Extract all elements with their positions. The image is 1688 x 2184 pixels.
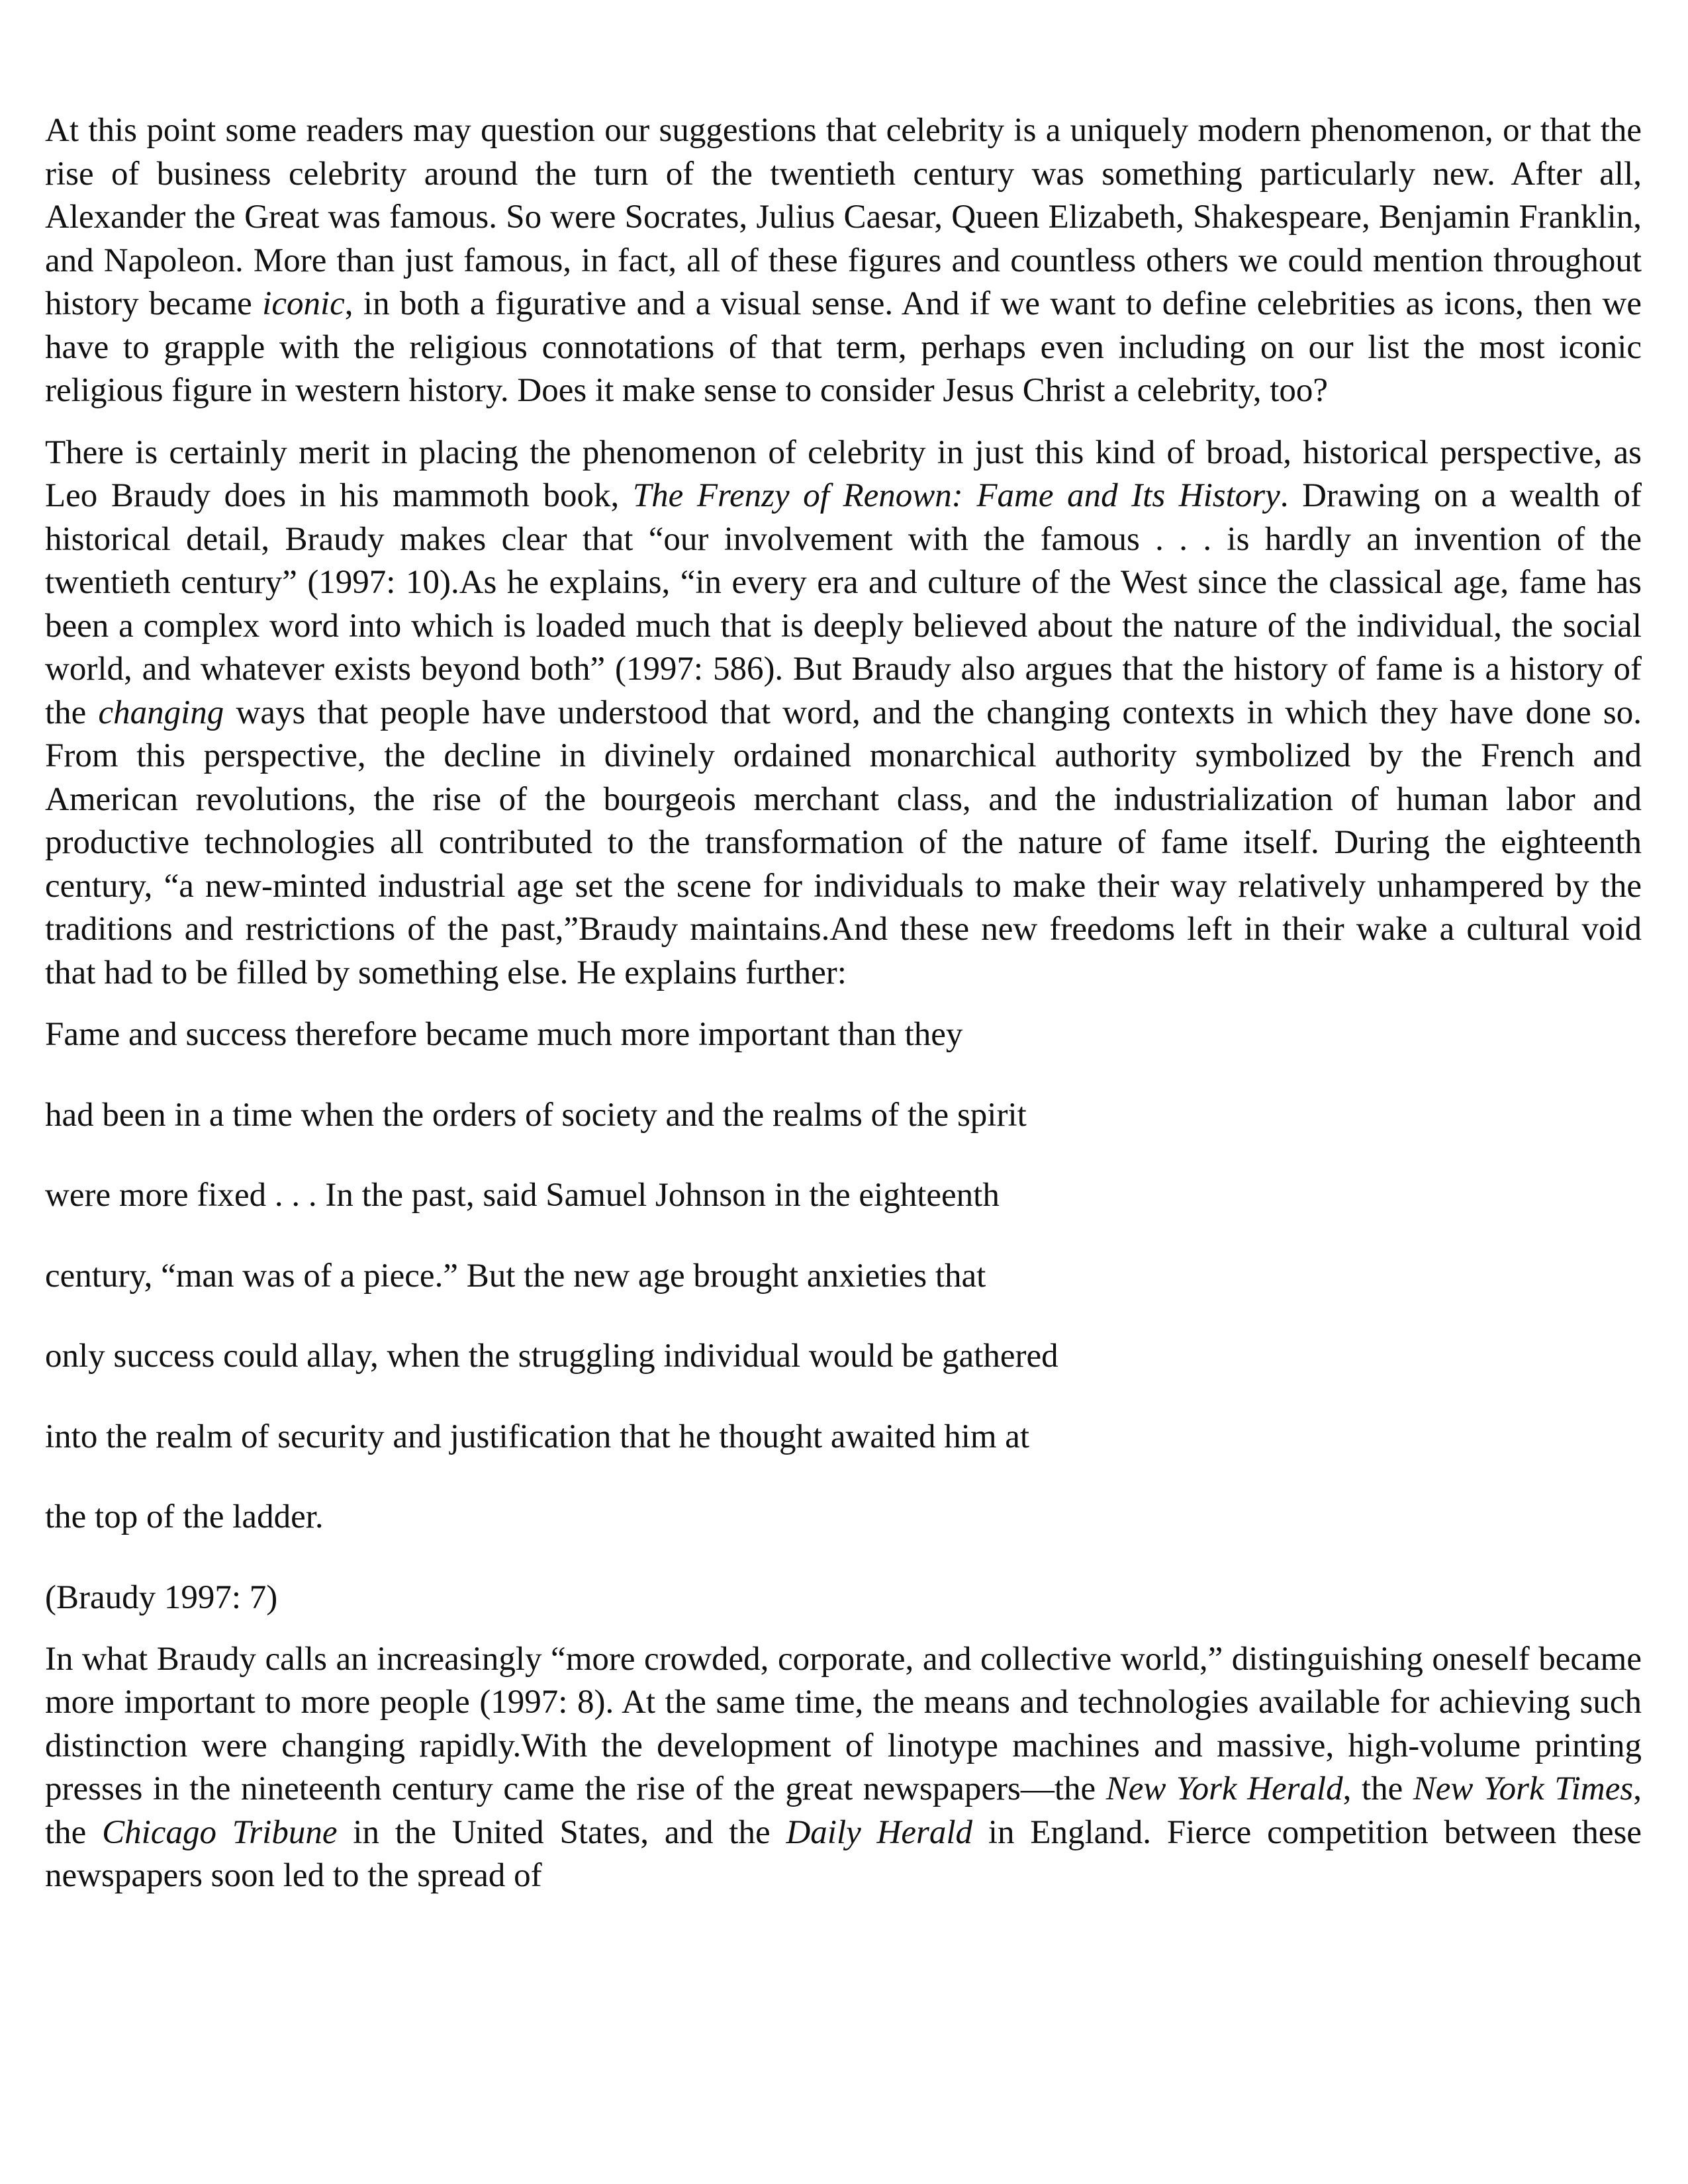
document-page xyxy=(45,109,1642,1898)
newspaper-title: Daily Herald xyxy=(786,1813,973,1851)
newspaper-title: New York Herald xyxy=(1105,1770,1343,1807)
quote-line: were more fixed . . . In the past, said Samuel Johnson in the eighteenth xyxy=(45,1177,1000,1214)
italic-term: changing xyxy=(98,694,224,731)
quote-line: into the realm of security and justification that he thought awaited him at xyxy=(45,1418,1030,1455)
quote-line: Fame and success therefore became much more important than they xyxy=(45,1016,963,1053)
newspaper-title: Chicago Tribune xyxy=(102,1813,338,1851)
text-span: There is certainly merit in placing the phenomenon of celebrity in just this kind of broad, historical perspective, as Leo Braudy does in his mammoth book, xyxy=(45,433,1642,514)
quote-citation: (Braudy 1997: 7) xyxy=(45,1578,278,1616)
book-title: The Frenzy of Renown: Fame and Its History xyxy=(632,477,1280,514)
text-span: in England. Fierce competition between these newspapers soon led to the spread of xyxy=(45,1813,1642,1894)
newspaper-title: New York Times xyxy=(1413,1770,1634,1807)
block-quote xyxy=(45,1013,1642,1638)
quote-line: had been in a time when the orders of society and the realms of the spirit xyxy=(45,1096,1027,1134)
quote-line: century, “man was of a piece.” But the new age brought anxieties that xyxy=(45,1257,986,1295)
paragraph-newspapers xyxy=(45,1638,1642,1898)
text-span: in the United States, and the xyxy=(337,1813,786,1851)
text-span: In what Braudy calls an increasingly “more crowded, corporate, and collective world,” distinguishing oneself became more important to more people (1997: 8). At the same time, the means and technologies available for achieving such distinction were changing rapidly.With the development of linotype machines and massive, high-volume printing presses in the nineteenth century came the rise of the great newspapers—the xyxy=(45,1640,1642,1807)
quote-line: the top of the ladder. xyxy=(45,1498,324,1535)
text-span: At this point some readers may question our suggestions that celebrity is a uniquely modern phenomenon, or that the rise of business celebrity around the turn of the twentieth century was something particularly new. After all, Alexander the Great was famous. So were Socrates, Julius Caesar, Queen Elizabeth, Shakespeare, Benjamin Franklin, and Napoleon. More than just famous, in fact, all of these figures and countless others we could mention throughout history became xyxy=(45,112,1642,322)
text-span: , the xyxy=(45,1770,1642,1851)
text-span: ways that people have understood that word, and the changing contexts in which they have done so. From this perspective, the decline in divinely ordained monarchical authority symbolized by the French and American revolutions, the rise of the bourgeois merchant class, and the industrialization of human labor and productive technologies all contributed to the transformation of the nature of fame itself. During the eighteenth century, “a new-minted industrial age set the scene for individuals to make their way relatively unhampered by the traditions and restrictions of the past,”Braudy maintains.And these new freedoms left in their wake a cultural void that had to be filled by something else. He explains further: xyxy=(45,694,1642,991)
text-span: , the xyxy=(1342,1770,1413,1807)
paragraph-braudy-perspective xyxy=(45,432,1642,995)
italic-term: iconic xyxy=(262,285,345,322)
quote-line: only success could allay, when the struggling individual would be gathered xyxy=(45,1338,1058,1375)
text-span: , in both a figurative and a visual sense. And if we want to define celebrities as icons, then we have to grapple with the religious connotations of that term, perhaps even including on our list the most iconic religious figure in western history. Does it make sense to consider Jesus Christ a celebrity, too? xyxy=(45,285,1642,409)
text-span: . Drawing on a wealth of historical detail, Braudy makes clear that “our involvement with the famous . . . is hardly an invention of the twentieth century” (1997: 10).As he explains, “in every era and culture of the West since the classical age, fame has been a complex word into which is loaded much that is deeply believed about the nature of the individual, the social world, and whatever exists beyond both” (1997: 586). But Braudy also argues that the history of fame is a history of the xyxy=(45,477,1642,731)
paragraph-celebrity-modern xyxy=(45,109,1642,413)
